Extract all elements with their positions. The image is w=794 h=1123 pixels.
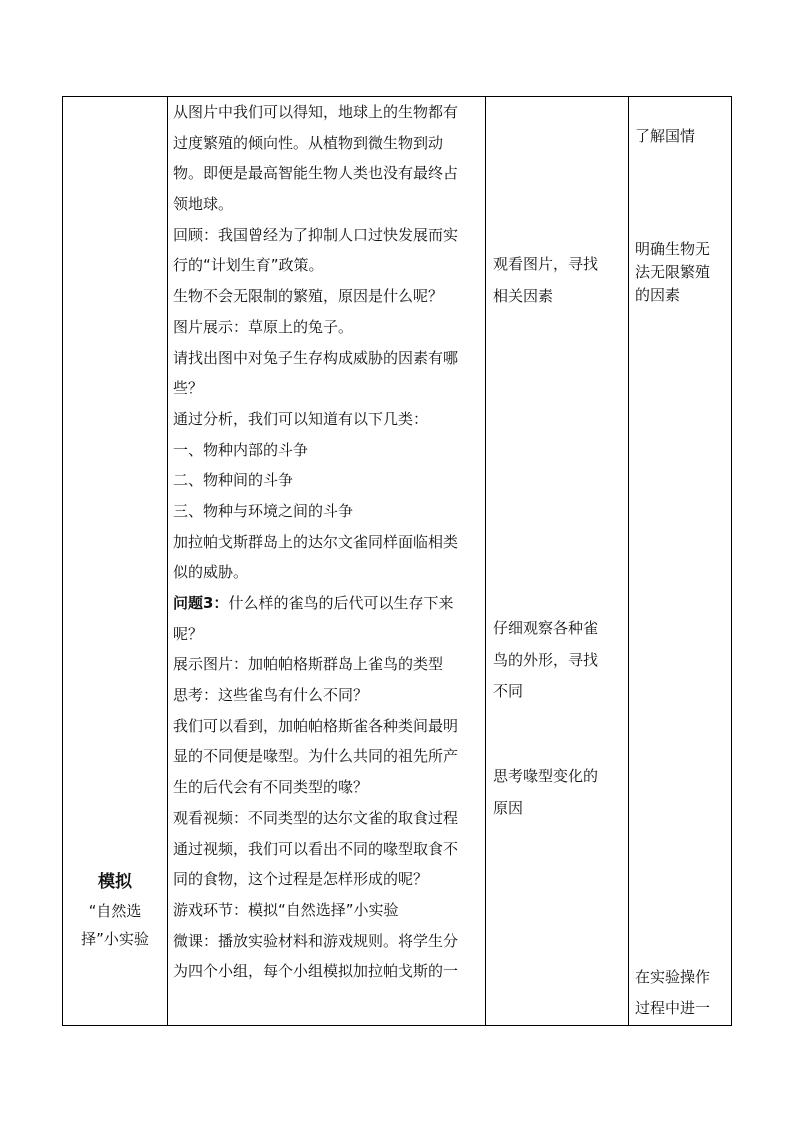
text-line: 思考：这些雀鸟有什么不同？	[173, 686, 369, 705]
text-line: 展示图片：加帕帕格斯群岛上雀鸟的类型	[173, 655, 444, 674]
text-line: 思考喙型变化的	[493, 767, 599, 785]
student-activity-block	[493, 249, 621, 312]
text-line: 些？	[173, 379, 204, 398]
text-line: 过度繁殖的倾向性。从植物到微生物到动	[173, 133, 444, 152]
text-line: 一、物种内部的斗争	[173, 440, 309, 459]
student-activity-block	[493, 613, 621, 708]
text-line: 在实验操作	[635, 968, 711, 986]
text-line: 二、物种间的斗争	[173, 471, 294, 490]
text-line: 图片展示：草原上的兔子。	[173, 317, 354, 336]
text-line: 显的不同便是喙型。为什么共同的祖先所产	[173, 747, 459, 766]
text-line: 仔细观察各种雀	[493, 619, 599, 637]
text-line: 不同	[493, 682, 524, 700]
text-line: 同的食物，这个过程是怎样形成的呢？	[173, 870, 429, 889]
text-line: 游戏环节：模拟“自然选择”小实验	[173, 900, 399, 919]
text-line: 法无限繁殖	[635, 263, 711, 281]
activity-subtitle-line: 择”小实验	[81, 930, 149, 948]
text-line: 观看视频：不同类型的达尔文雀的取食过程	[173, 808, 459, 827]
text-line: 生物不会无限制的繁殖，原因是什么呢？	[173, 287, 444, 306]
text-line: 原因	[493, 798, 524, 817]
text-line: 物。即便是最高智能生物人类也没有最终占	[173, 164, 459, 183]
question-3-line	[173, 588, 479, 619]
column-divider	[628, 97, 629, 1025]
text-line: 观看图片，寻找	[493, 255, 599, 273]
text-line: 我们可以看到，加帕帕格斯雀各种类间最明	[173, 716, 459, 735]
text-line: 鸟的外形，寻找	[493, 650, 599, 669]
text-line: 呢？	[173, 624, 204, 643]
activity-name-cell	[67, 867, 163, 953]
teacher-activity-cell	[173, 97, 479, 987]
text-line: 为四个小组，每个小组模拟加拉帕戈斯的一	[173, 962, 459, 981]
text-line: 似的威胁。	[173, 563, 249, 582]
design-intent-block	[635, 125, 727, 148]
text-line: 请找出图中对兔子生存构成威胁的因素有哪	[173, 348, 459, 367]
text-line: 通过视频，我们可以看出不同的喙型取食不	[173, 839, 459, 858]
design-intent-block	[635, 962, 727, 1024]
design-intent-block	[635, 238, 727, 307]
student-activity-block	[493, 761, 621, 824]
text-line: 微课：播放实验材料和游戏规则。将学生分	[173, 931, 459, 950]
text-line: 的因素	[635, 286, 681, 304]
text-line: 了解国情	[635, 127, 696, 145]
text-line: 生的后代会有不同类型的喙？	[173, 778, 369, 797]
text-line: 从图片中我们可以得知，地球上的生物都有	[173, 103, 459, 121]
lesson-table	[62, 96, 732, 1026]
text-line: 相关因素	[493, 286, 554, 305]
text-line: 三、物种与环境之间的斗争	[173, 501, 354, 520]
question-3-label: 问题3：	[173, 594, 229, 612]
activity-title: 模拟	[98, 872, 132, 892]
column-divider	[485, 97, 486, 1025]
text-line: 行的“计划生育”政策。	[173, 256, 324, 275]
text-line: 过程中进一	[635, 999, 711, 1017]
column-divider	[167, 97, 168, 1025]
question-3-text: 什么样的雀鸟的后代可以生存下来	[228, 594, 454, 612]
text-line: 明确生物无	[635, 240, 711, 258]
text-line: 加拉帕戈斯群岛上的达尔文雀同样面临相类	[173, 532, 459, 551]
text-line: 回顾：我国曾经为了抑制人口过快发展而实	[173, 225, 459, 244]
text-line: 通过分析，我们可以知道有以下几类：	[173, 409, 429, 428]
text-line: 领地球。	[173, 195, 234, 214]
activity-subtitle-line: “自然选	[88, 902, 142, 920]
